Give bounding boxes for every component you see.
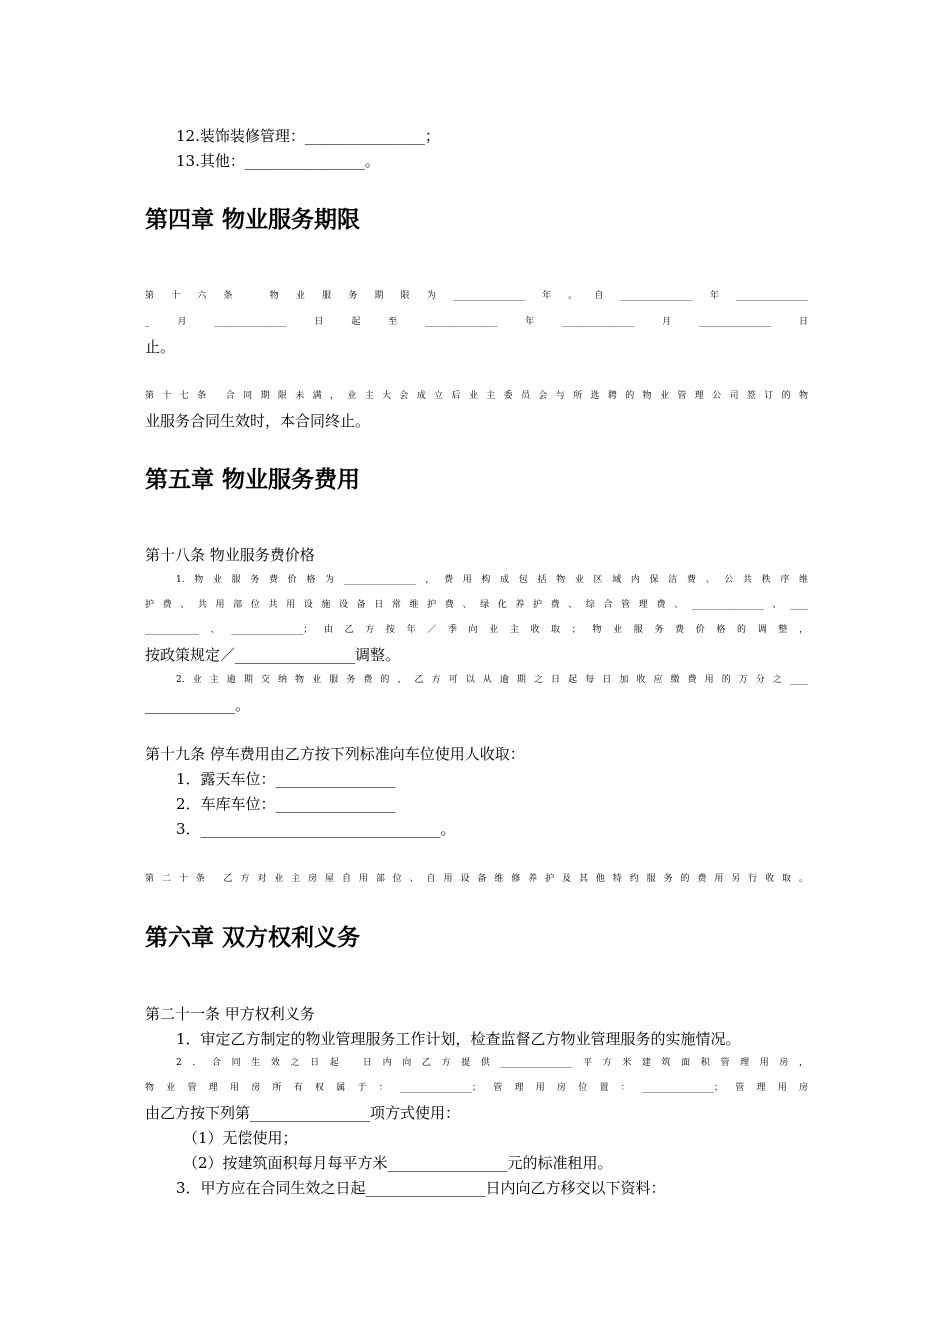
article-18-item-1-line-3: ____________、________________；由乙方按年／季向业主收取；物业服务费价格的调整， xyxy=(145,625,808,635)
article-21-option-1: （1）无偿使用； xyxy=(183,1129,298,1147)
article-17-line-1: 第十七条 合同期限未满，业主大会成立后业主委员会与所选聘的物业管理公司签订的物 xyxy=(145,391,808,401)
clause-12-decoration: 12.装饰装修管理：________________； xyxy=(176,127,440,145)
chapter-6-heading: 第六章 双方权利义务 xyxy=(145,925,361,951)
article-21-item-1: 1．审定乙方制定的物业管理服务工作计划，检查监督乙方物业管理服务的实施情况。 xyxy=(176,1030,741,1048)
article-21-option-2: （2）按建筑面积每月每平方米________________元的标准租用。 xyxy=(183,1154,613,1172)
article-19-item-3: 3．________________________________。 xyxy=(176,820,456,838)
article-18-item-1-line-1: 1.物业服务费价格为________________，费用构成包括物业区域内保洁费、公共秩序维 xyxy=(176,575,808,585)
article-18-item-1-line-2: 护费、共用部位共用设施设备日常维护费、绿化养护费、综合管理费、________________、____ xyxy=(145,600,808,610)
article-18-item-1-line-4: 按政策规定／________________调整。 xyxy=(145,646,401,664)
article-19-item-1: 1．露天车位：________________ xyxy=(176,770,396,788)
article-21-item-2-line-3: 由乙方按下列第________________项方式使用： xyxy=(145,1104,461,1122)
article-21-item-2-line-1: 2．合同生效之日起 日内向乙方提供________________平方米建筑面积管理用房， xyxy=(176,1058,808,1068)
article-18-title: 第十八条 物业服务费价格 xyxy=(145,546,315,564)
article-21-item-2-line-2: 物业管理用房所有权属于：________________；管理用房位置：________________；管理用房 xyxy=(145,1083,808,1093)
article-19-title: 第十九条 停车费用由乙方按下列标准向车位使用人收取： xyxy=(145,745,525,763)
chapter-4-heading: 第四章 物业服务期限 xyxy=(145,207,361,233)
article-16-line-2: _月________________日起至________________年________________月________________日 xyxy=(145,317,808,327)
article-18-item-2-line-1: 2.业主逾期交纳物业服务费的，乙方可以从逾期之日起每日加收应缴费用的万分之____ xyxy=(176,675,808,685)
article-21-title: 第二十一条 甲方权利义务 xyxy=(145,1005,315,1023)
article-20: 第二十条 乙方对业主房屋自用部位、自用设备维修养护及其他特约服务的费用另行收取。 xyxy=(145,874,808,884)
article-19-item-2: 2．车库车位：________________ xyxy=(176,795,396,813)
article-21-item-3: 3．甲方应在合同生效之日起________________日内向乙方移交以下资料： xyxy=(176,1179,666,1197)
article-18-item-2-line-2: ____________。 xyxy=(145,696,251,714)
article-16-line-3: 止。 xyxy=(145,338,176,356)
clause-13-other: 13.其他：________________。 xyxy=(176,152,380,170)
article-17-line-2: 业服务合同生效时，本合同终止。 xyxy=(145,412,371,430)
chapter-5-heading: 第五章 物业服务费用 xyxy=(145,467,361,493)
article-16-line-1: 第十六条 物业服务期限为________________年。自________________年________________ xyxy=(145,291,808,301)
